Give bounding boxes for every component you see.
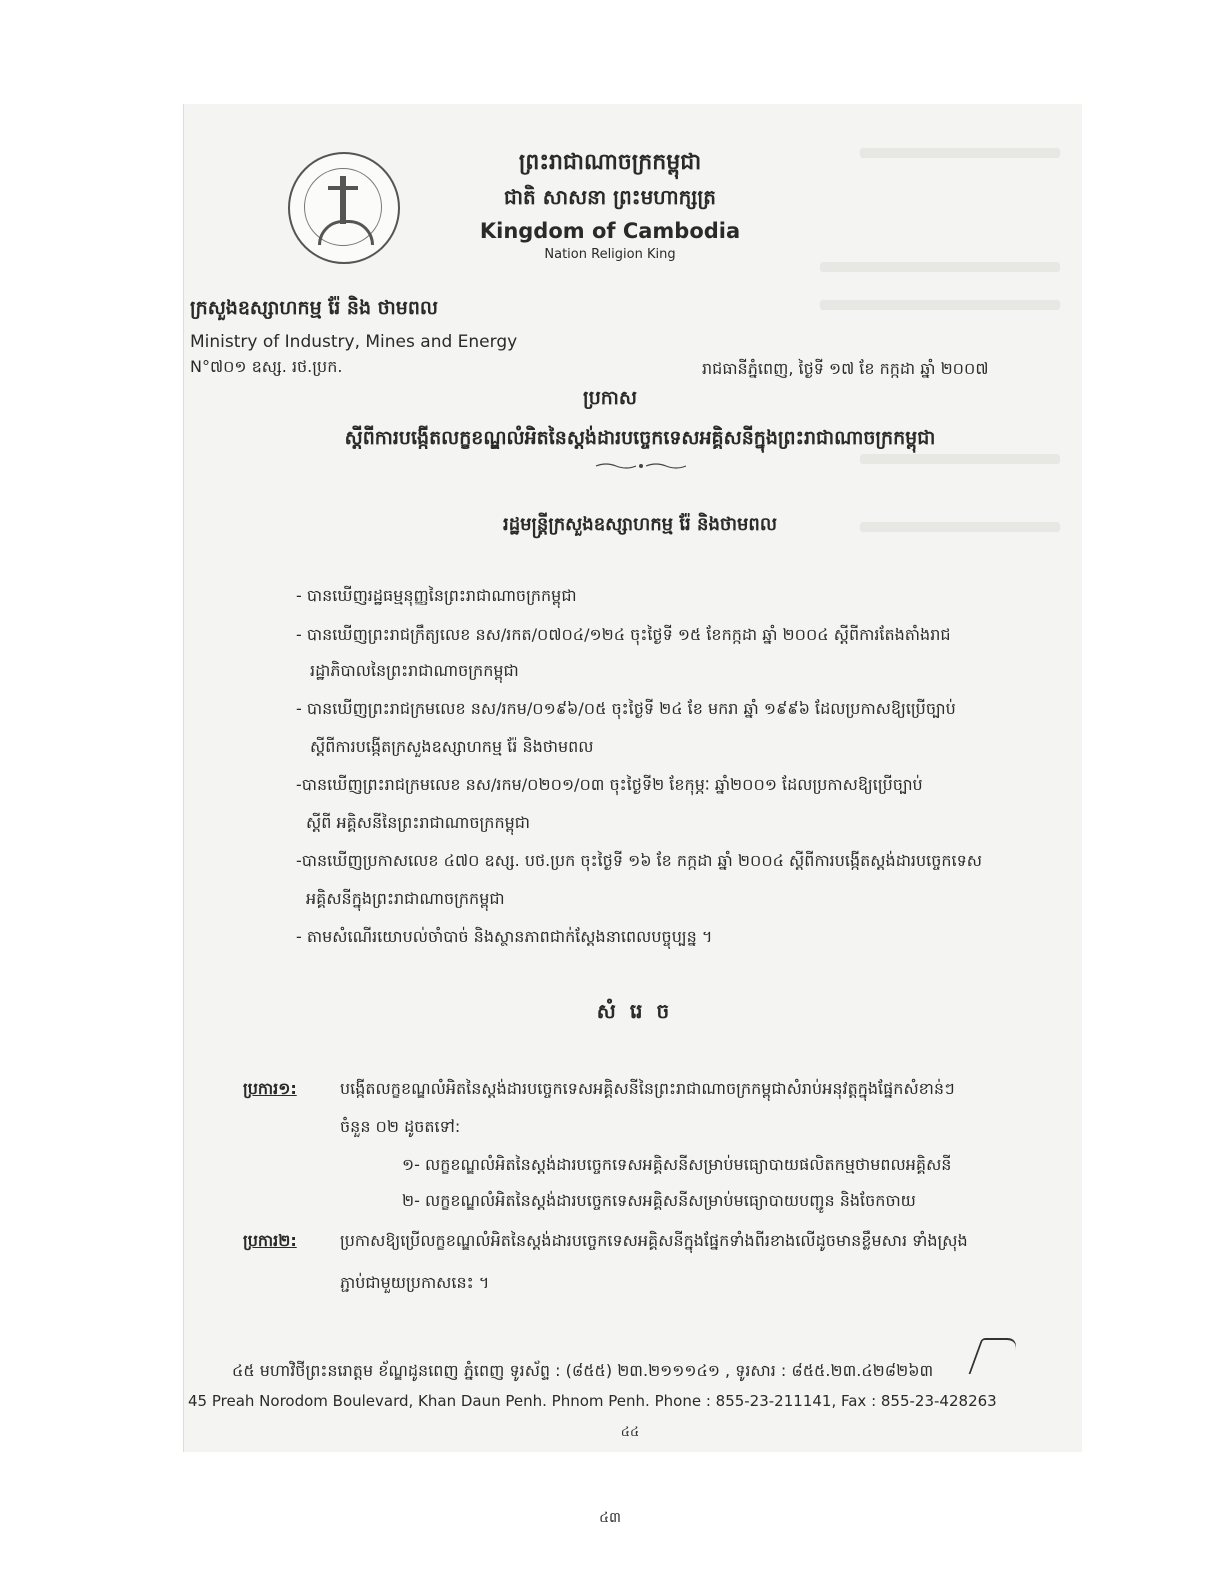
preamble-line: ស្តីពី អគ្គិសនីនៃព្រះរាជាណាចក្រកម្ពុជា [306,813,530,832]
preamble-line: -បានឃើញព្រះរាជក្រមលេខ នស/រកម/០២០១/០៣ ចុះថ្ងៃទី២ ខែកុម្ភៈ ឆ្នាំ២០០១ ដែលប្រកាសឱ្យប្រើច្បាប់ [296,775,923,794]
reference-number: N°៧០១ ឧស្ស. រថ.ប្រក. [190,357,343,376]
article-1-item: ១- លក្ខខណ្ឌលំអិតនៃស្តង់ដារបច្ចេកទេសអគ្គិសនីសម្រាប់មធ្យោបាយផលិតកម្មថាមពលអគ្គិសនី [402,1155,952,1174]
bleed-through [860,522,1060,532]
preamble-line: ស្តីពីការបង្កើតក្រសួងឧស្សាហកម្ម រ៉ែ និងថាមពល [310,737,594,756]
ministry-seal-icon [288,152,400,264]
inner-page-number: ៤៤ [620,1425,640,1440]
kingdom-title-km: ព្រះរាជាណាចក្រកម្ពុជា [518,150,702,175]
ministry-name-km: ក្រសួងឧស្សាហកម្ម រ៉ែ និង ថាមពល [190,297,438,319]
preamble-line: - បានឃើញព្រះរាជក្រមលេខ នស/រកម/០១៩៦/០៥ ចុះថ្ងៃទី ២៤ ខែ មករា ឆ្នាំ ១៩៩៦ ដែលប្រកាសឱ្យប្រើច្បាប់ [296,699,956,718]
article-2-text: ប្រកាសឱ្យប្រើលក្ខខណ្ឌលំអិតនៃស្តង់ដារបច្ចេកទេសអគ្គិសនីក្នុងផ្នែកទាំងពីរខាងលើដូចមានខ្លឹមសារ ទាំងស្រុង [340,1231,968,1250]
article-2-text: ភ្ជាប់ជាមួយប្រកាសនេះ ។ [340,1273,490,1292]
preamble-line: - បានឃើញព្រះរាជក្រឹត្យលេខ នស/រកត/០៧០៤/១២៤ ចុះថ្ងៃទី ១៥ ខែកក្កដា ឆ្នាំ ២០០៤ ស្តីពីការតែងតាំងរាជ [296,625,951,644]
preamble-line: -បានឃើញប្រកាសលេខ ៤៧០ ឧស្ស. បថ.ប្រក ចុះថ្ងៃទី ១៦ ខែ កក្កដា ឆ្នាំ ២០០៤ ស្តីពីការបង្កើតស្តង់ដារបច្ចេកទេស [296,851,983,870]
decision-title: សំរេច [596,999,684,1023]
document-subject: ស្តីពីការបង្កើតលក្ខខណ្ឌលំអិតនៃស្តង់ដារបច្ចេកទេសអគ្គិសនីក្នុងព្រះរាជាណាចក្រកម្ពុជា [344,427,936,449]
footer-address-km: ៤៥ មហាវិថីព្រះនរោត្តម ខ័ណ្ឌដូនពេញ ភ្នំពេញ ទូរស័ព្ទ : (៨៥៥) ២៣.២១១១៤១ , ទូរសារ : ៨៥៥.២៣.៤២៨២៦៣ [232,1361,934,1380]
bleed-through [860,454,1060,464]
bleed-through [820,262,1060,272]
page-number: ៤៣ [599,1510,621,1526]
article-1-text: ចំនួន ០២ ដូចតទៅ: [340,1117,461,1136]
motto-en: Nation Religion King [544,247,676,262]
document-type: ប្រកាស [583,387,637,409]
motto-km: ជាតិ សាសនា ព្រះមហាក្សត្រ [504,185,716,209]
preamble-line: - បានឃើញរដ្ឋធម្មនុញ្ញនៃព្រះរាជាណាចក្រកម្ពុជា [296,586,577,605]
preamble-line: អគ្គិសនីក្នុងព្រះរាជាណាចក្រកម្ពុជា [306,889,505,908]
ornament-divider-icon [594,462,688,470]
issuer-title: រដ្ឋមន្ត្រីក្រសួងឧស្សាហកម្ម រ៉ែ និងថាមពល [502,514,777,535]
article-1-item: ២- លក្ខខណ្ឌលំអិតនៃស្តង់ដារបច្ចេកទេសអគ្គិសនីសម្រាប់មធ្យោបាយបញ្ជូន និងចែកចាយ [402,1191,916,1210]
footer-address-en: 45 Preah Norodom Boulevard, Khan Daun Penh. Phnom Penh. Phone : 855-23-211141, Fax : 855-23-428263 [188,1392,997,1410]
date-line: រាជធានីភ្នំពេញ, ថ្ងៃទី ១៧ ខែ កក្កដា ឆ្នាំ ២០០៧ [702,359,989,378]
preamble-line: រដ្ឋាភិបាលនៃព្រះរាជាណាចក្រកម្ពុជា [310,661,519,680]
bleed-through [820,300,1060,310]
article-1-label: ប្រការ១: [243,1079,297,1098]
kingdom-title-en: Kingdom of Cambodia [479,219,741,243]
preamble-line: - តាមសំណើរយោបល់ចាំបាច់ និងស្ថានភាពជាក់ស្តែងនាពេលបច្ចុប្បន្ន ។ [296,927,713,946]
bleed-through [860,148,1060,158]
article-2-label: ប្រការ២: [243,1231,297,1250]
article-1-text: បង្កើតលក្ខខណ្ឌលំអិតនៃស្តង់ដារបច្ចេកទេសអគ្គិសនីនៃព្រះរាជាណាចក្រកម្ពុជាសំរាប់អនុវត្តក្នុងផ្នែកសំខាន់ៗ [340,1079,955,1098]
ministry-name-en: Ministry of Industry, Mines and Energy [190,332,518,352]
